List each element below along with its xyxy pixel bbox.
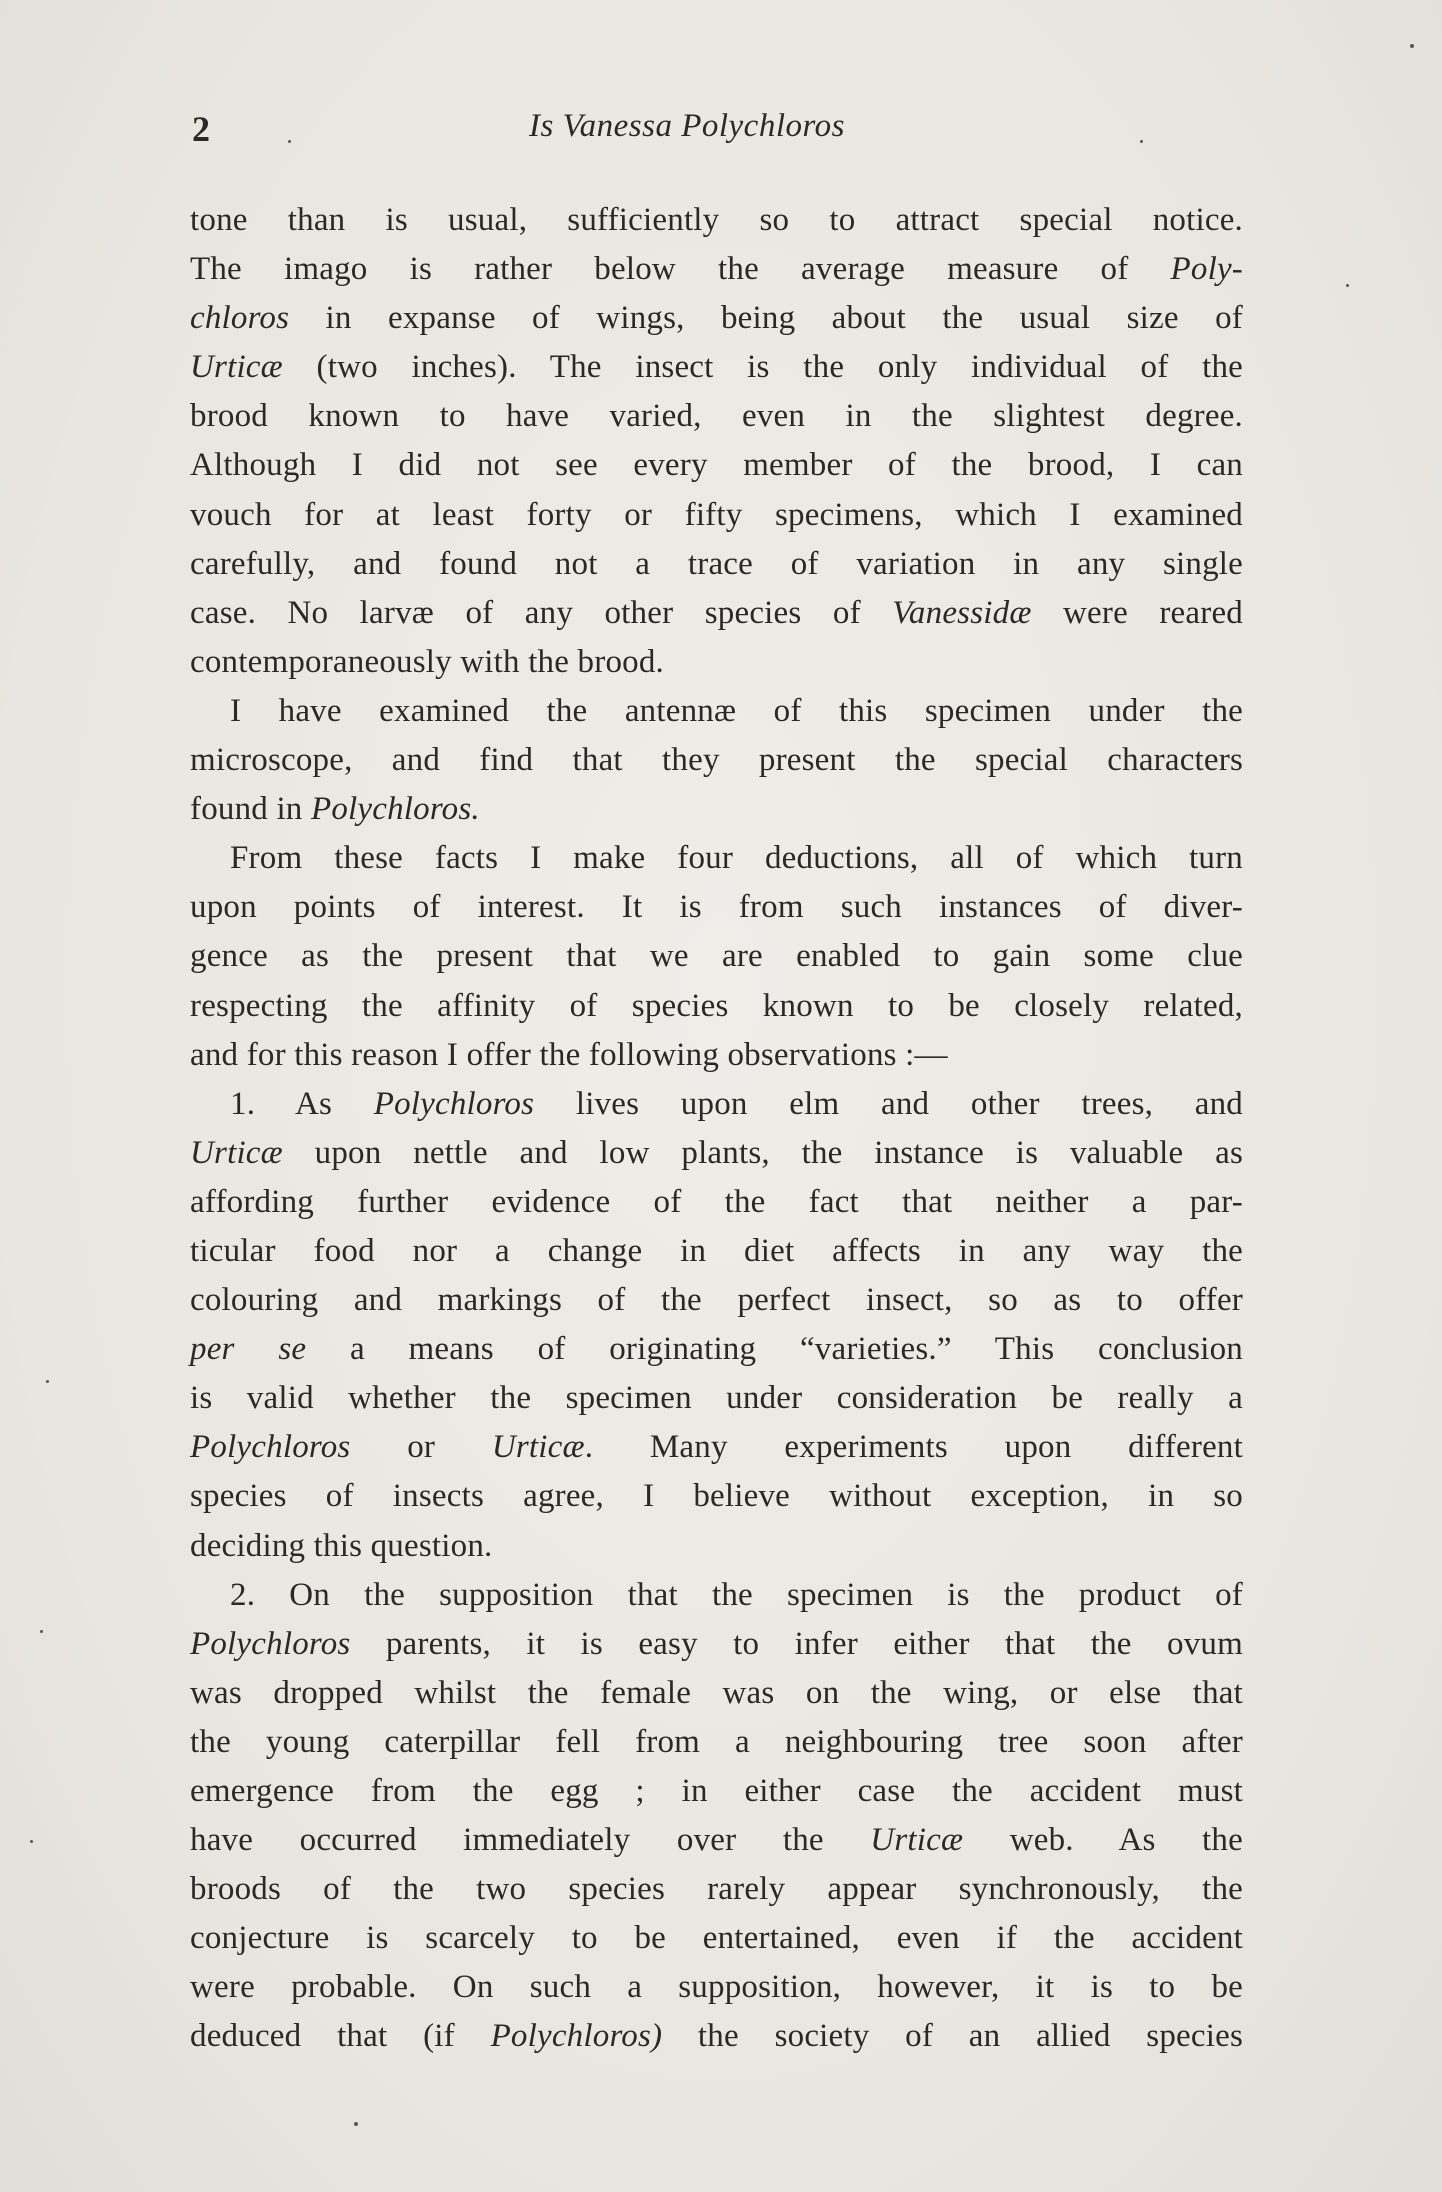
page-header <box>192 108 1242 158</box>
text-line: microscope, and find that they present the special characters <box>190 742 1243 779</box>
text-line: is valid whether the specimen under consideration be really a <box>190 1380 1243 1417</box>
text-line: affording further evidence of the fact that neither a par- <box>190 1183 1243 1220</box>
scan-speck <box>46 1380 49 1383</box>
scan-speck <box>40 1630 43 1633</box>
text-line: deduced that (if Polychloros) the society of an allied species <box>190 2018 1243 2055</box>
text-line: upon points of interest. It is from such instances of diver- <box>190 889 1243 926</box>
scan-speck <box>1410 44 1414 48</box>
text-line: Polychloros parents, it is easy to infer either that the ovum <box>190 1625 1243 1662</box>
text-line: colouring and markings of the perfect insect, so as to offer <box>190 1282 1243 1319</box>
text-line: brood known to have varied, even in the slightest degree. <box>190 398 1243 435</box>
text-line: vouch for at least forty or fifty specimens, which I examined <box>190 496 1243 533</box>
text-line: Urticæ (two inches). The insect is the only individual of the <box>190 349 1243 386</box>
scan-speck <box>1140 140 1143 143</box>
text-line: Although I did not see every member of the brood, I can <box>190 447 1243 484</box>
text-line: I have examined the antennæ of this specimen under the <box>230 692 1243 729</box>
text-line: chloros in expanse of wings, being about the usual size of <box>190 300 1243 337</box>
text-line: case. No larvæ of any other species of Vanessidæ were reared <box>190 594 1243 631</box>
scan-speck <box>354 2122 358 2126</box>
text-line: 1. As Polychloros lives upon elm and other trees, and <box>230 1085 1243 1122</box>
text-line: found in Polychloros. <box>190 791 480 828</box>
text-line: Urticæ upon nettle and low plants, the instance is valuable as <box>190 1134 1243 1171</box>
text-line: was dropped whilst the female was on the wing, or else that <box>190 1674 1243 1711</box>
text-line: The imago is rather below the average measure of Poly- <box>190 251 1243 288</box>
text-line: 2. On the supposition that the specimen is the product of <box>230 1576 1243 1613</box>
scan-speck <box>1346 284 1349 287</box>
text-line: gence as the present that we are enabled to gain some clue <box>190 938 1243 975</box>
running-title: Is Vanessa Polychloros <box>529 108 845 144</box>
text-line: deciding this question. <box>190 1527 493 1564</box>
scan-speck <box>30 1840 33 1843</box>
text-line: and for this reason I offer the following observations :— <box>190 1036 948 1073</box>
body-text <box>190 196 1243 2062</box>
text-line: From these facts I make four deductions, all of which turn <box>230 840 1243 877</box>
text-line: Polychloros or Urticæ. Many experiments upon different <box>190 1429 1243 1466</box>
scan-speck <box>288 140 291 143</box>
text-line: contemporaneously with the brood. <box>190 643 664 680</box>
page-number: 2 <box>192 109 210 149</box>
text-line: broods of the two species rarely appear synchronously, the <box>190 1871 1243 1908</box>
text-line: respecting the affinity of species known to be closely related, <box>190 987 1243 1024</box>
text-line: conjecture is scarcely to be entertained, even if the accident <box>190 1920 1243 1957</box>
text-line: were probable. On such a supposition, however, it is to be <box>190 1969 1243 2006</box>
text-line: tone than is usual, sufficiently so to attract special notice. <box>190 202 1243 238</box>
text-line: have occurred immediately over the Urticæ web. As the <box>190 1822 1243 1859</box>
text-line: emergence from the egg ; in either case the accident must <box>190 1773 1243 1809</box>
text-line: ticular food nor a change in diet affects in any way the <box>190 1232 1243 1269</box>
text-line: carefully, and found not a trace of variation in any single <box>190 545 1243 582</box>
text-line: per se a means of originating “varieties.” This conclusion <box>190 1331 1243 1368</box>
text-line: the young caterpillar fell from a neighbouring tree soon after <box>190 1723 1243 1760</box>
text-line: species of insects agree, I believe without exception, in so <box>190 1478 1243 1515</box>
